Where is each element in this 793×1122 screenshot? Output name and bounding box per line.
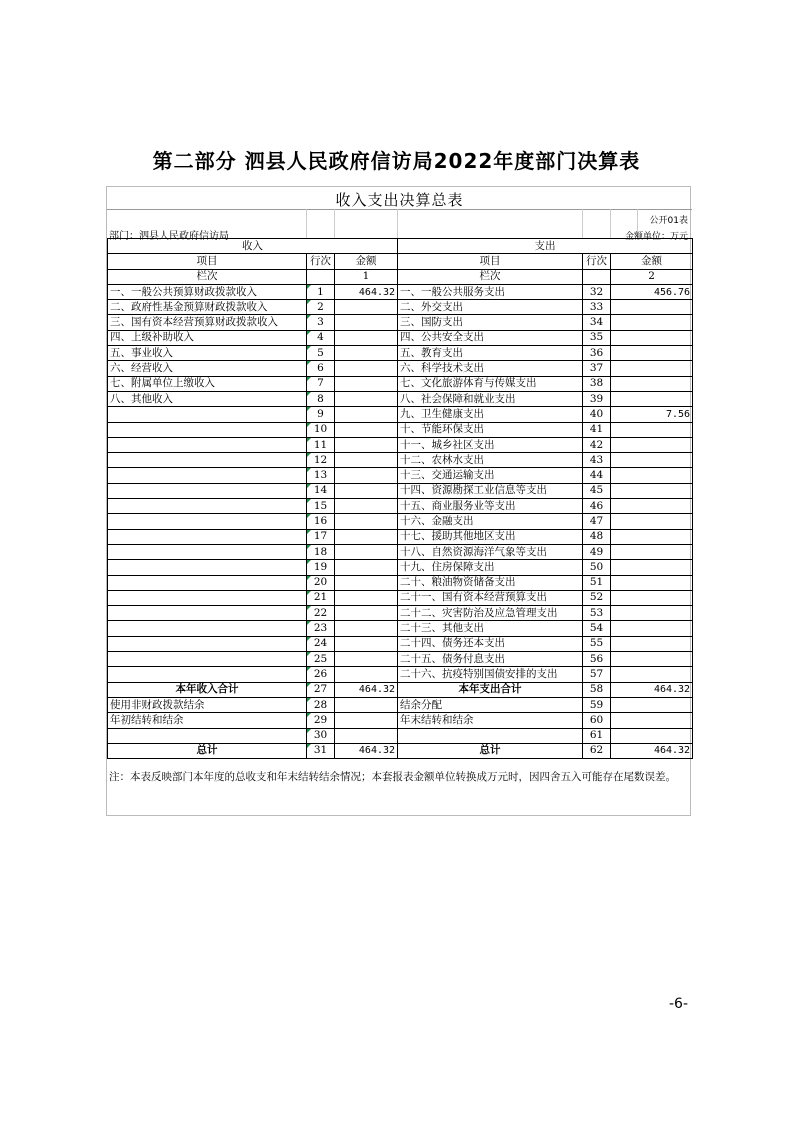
expense-item-cell: 一、一般公共服务支出: [398, 284, 583, 299]
table-row: [108, 284, 693, 299]
expense-amount-cell: [611, 529, 693, 544]
expense-amount-cell: [611, 315, 693, 330]
expense-amount-cell: [611, 361, 693, 376]
expense-row-number: 44: [583, 468, 611, 483]
income-amount-cell: 464.32: [335, 682, 398, 697]
expense-amount-cell: 464.32: [611, 743, 693, 758]
income-item-cell: 五、事业收入: [108, 346, 307, 361]
income-item-cell: [108, 575, 307, 590]
income-item-cell: 六、经营收入: [108, 361, 307, 376]
expense-item-cell: 十二、农林水支出: [398, 453, 583, 468]
income-item-cell: [108, 437, 307, 452]
table-code: 公开01表: [649, 216, 688, 226]
expense-column-number: 2: [611, 269, 693, 284]
income-item-cell: [108, 407, 307, 422]
income-item-cell: [108, 422, 307, 437]
expense-row-number: 43: [583, 453, 611, 468]
expense-row-number: 56: [583, 652, 611, 667]
income-row-number: 5: [307, 346, 335, 361]
expense-item-cell: 总计: [398, 743, 583, 758]
expense-column-label: 栏次: [398, 269, 583, 284]
expense-row-number: 60: [583, 713, 611, 728]
table-row: [108, 544, 693, 559]
table-row: [108, 667, 693, 682]
expense-header: 支出: [398, 239, 693, 254]
expense-amount-cell: [611, 300, 693, 315]
income-row-number: 12: [307, 453, 335, 468]
expense-amount-cell: [611, 713, 693, 728]
expense-amount-cell: [611, 391, 693, 406]
expense-row-number: 62: [583, 743, 611, 758]
income-item-cell: [108, 667, 307, 682]
expense-amount-cell: [611, 728, 693, 743]
income-row-number: 19: [307, 560, 335, 575]
expense-amount-cell: [611, 499, 693, 514]
expense-item-cell: 二十三、其他支出: [398, 621, 583, 636]
income-item-cell: [108, 453, 307, 468]
expense-row-number: 42: [583, 437, 611, 452]
expense-amount-cell: [611, 697, 693, 712]
expense-row-number: 33: [583, 300, 611, 315]
expense-amount-cell: [611, 575, 693, 590]
expense-row-number: 41: [583, 422, 611, 437]
expense-row-number: 59: [583, 697, 611, 712]
expense-amount-cell: 456.76: [611, 284, 693, 299]
page-number: -6-: [668, 996, 688, 1012]
income-amount-cell: [335, 422, 398, 437]
expense-row-number: 54: [583, 621, 611, 636]
income-amount-cell: [335, 529, 398, 544]
table-row: [108, 636, 693, 651]
expense-amount-cell: [611, 453, 693, 468]
income-row-number: 21: [307, 590, 335, 605]
income-item-header: 项目: [108, 254, 307, 269]
table-row: [108, 346, 693, 361]
expense-row-number: 32: [583, 284, 611, 299]
table-row: [108, 483, 693, 498]
income-amount-cell: [335, 407, 398, 422]
income-amount-cell: [335, 514, 398, 529]
income-amount-cell: [335, 575, 398, 590]
income-amount-cell: 464.32: [335, 743, 398, 758]
table-row: [108, 300, 693, 315]
expense-amount-cell: [611, 606, 693, 621]
expense-row-number: 61: [583, 728, 611, 743]
expense-row-number: 46: [583, 499, 611, 514]
income-column-label: 栏次: [108, 269, 307, 284]
table-row: [108, 621, 693, 636]
income-item-cell: [108, 499, 307, 514]
expense-row-number: 57: [583, 667, 611, 682]
expense-item-cell: 十五、商业服务业等支出: [398, 499, 583, 514]
expense-item-cell: 十九、住房保障支出: [398, 560, 583, 575]
income-row-number: 1: [307, 284, 335, 299]
income-item-cell: 一、一般公共预算财政拨款收入: [108, 284, 307, 299]
income-amount-cell: [335, 697, 398, 712]
expense-row-number: 45: [583, 483, 611, 498]
expense-amount-cell: [611, 652, 693, 667]
income-header: 收入: [108, 239, 398, 254]
expense-item-cell: 八、社会保障和就业支出: [398, 391, 583, 406]
income-item-cell: 四、上级补助收入: [108, 330, 307, 345]
income-amount-cell: [335, 544, 398, 559]
expense-amount-cell: [611, 346, 693, 361]
income-item-cell: [108, 468, 307, 483]
expense-item-cell: 二十五、债务付息支出: [398, 652, 583, 667]
expense-row-number: 47: [583, 514, 611, 529]
income-amount-cell: [335, 636, 398, 651]
income-amount-cell: [335, 621, 398, 636]
table-row: [108, 606, 693, 621]
expense-amount-cell: [611, 376, 693, 391]
income-amount-cell: [335, 346, 398, 361]
table-row: [108, 575, 693, 590]
income-amount-cell: [335, 453, 398, 468]
income-row-number: 10: [307, 422, 335, 437]
income-item-cell: 二、政府性基金预算财政拨款收入: [108, 300, 307, 315]
table-row: [108, 361, 693, 376]
income-item-cell: [108, 606, 307, 621]
income-item-cell: 七、附属单位上缴收入: [108, 376, 307, 391]
expense-row-number: 39: [583, 391, 611, 406]
table-row: [108, 529, 693, 544]
income-row-number: 11: [307, 437, 335, 452]
expense-item-cell: 十六、金融支出: [398, 514, 583, 529]
expense-item-cell: 十、节能环保支出: [398, 422, 583, 437]
expense-row-number: 55: [583, 636, 611, 651]
table-row: [108, 590, 693, 605]
expense-item-cell: 结余分配: [398, 697, 583, 712]
expense-row-number: 34: [583, 315, 611, 330]
income-row-number: 25: [307, 652, 335, 667]
income-amount-cell: [335, 300, 398, 315]
table-row: [108, 422, 693, 437]
footnote: 注：本表反映部门本年度的总收支和年末结转结余情况；本套报表金额单位转换成万元时，因四舍五入可能存在尾数误差。: [109, 771, 676, 783]
income-item-cell: [108, 544, 307, 559]
expense-item-cell: 二、外交支出: [398, 300, 583, 315]
expense-amount-cell: [611, 560, 693, 575]
expense-amount-cell: [611, 636, 693, 651]
expense-item-header: 项目: [398, 254, 583, 269]
unit-label: 金额单位：万元: [624, 232, 688, 242]
expense-amount-cell: [611, 468, 693, 483]
expense-amount-cell: [611, 422, 693, 437]
section-header-row: [108, 239, 693, 254]
income-item-cell: 三、国有资本经营预算财政拨款收入: [108, 315, 307, 330]
table-row: [108, 697, 693, 712]
income-amount-cell: [335, 437, 398, 452]
table-row: [108, 330, 693, 345]
income-amount-cell: [335, 483, 398, 498]
table-row: [108, 728, 693, 743]
expense-row-number: 51: [583, 575, 611, 590]
income-amount-header: 金额: [335, 254, 398, 269]
expense-item-cell: 十七、援助其他地区支出: [398, 529, 583, 544]
income-item-cell: 本年收入合计: [108, 682, 307, 697]
department-label: 部门：泗县人民政府信访局: [109, 231, 229, 242]
income-row-number: 26: [307, 667, 335, 682]
expense-item-cell: 九、卫生健康支出: [398, 407, 583, 422]
income-amount-cell: [335, 667, 398, 682]
report-title: 收入支出决算总表: [335, 191, 464, 209]
income-row-number: 7: [307, 376, 335, 391]
income-item-cell: [108, 636, 307, 651]
expense-row-number: 50: [583, 560, 611, 575]
expense-item-cell: 十八、自然资源海洋气象等支出: [398, 544, 583, 559]
table-row: [108, 391, 693, 406]
expense-amount-cell: [611, 437, 693, 452]
income-amount-cell: [335, 315, 398, 330]
table-row: [108, 514, 693, 529]
expense-item-cell: 十一、城乡社区支出: [398, 437, 583, 452]
income-row-number: 28: [307, 697, 335, 712]
table-row: [108, 437, 693, 452]
income-amount-cell: [335, 361, 398, 376]
expense-row-number: 48: [583, 529, 611, 544]
expense-item-cell: 三、国防支出: [398, 315, 583, 330]
expense-row-number: 35: [583, 330, 611, 345]
expense-amount-cell: [611, 590, 693, 605]
income-item-cell: [108, 621, 307, 636]
income-amount-cell: [335, 330, 398, 345]
expense-item-cell: 本年支出合计: [398, 682, 583, 697]
income-item-cell: [108, 483, 307, 498]
income-row-number: 24: [307, 636, 335, 651]
income-amount-cell: [335, 652, 398, 667]
expense-row-number: 36: [583, 346, 611, 361]
income-row-number: 20: [307, 575, 335, 590]
expense-amount-cell: [611, 667, 693, 682]
expense-row-number: 38: [583, 376, 611, 391]
income-row-number: 16: [307, 514, 335, 529]
expense-row-number: 52: [583, 590, 611, 605]
income-amount-cell: [335, 560, 398, 575]
income-row-number: 13: [307, 468, 335, 483]
income-row-number: 30: [307, 728, 335, 743]
income-item-cell: 年初结转和结余: [108, 713, 307, 728]
column-header-row: [108, 254, 693, 269]
table-row: [108, 652, 693, 667]
income-amount-cell: 464.32: [335, 284, 398, 299]
expense-row-number: 53: [583, 606, 611, 621]
expense-amount-cell: [611, 483, 693, 498]
total-row: [108, 682, 693, 697]
table-row: [108, 315, 693, 330]
expense-item-cell: 十四、资源勘探工业信息等支出: [398, 483, 583, 498]
expense-item-cell: 七、文化旅游体育与传媒支出: [398, 376, 583, 391]
expense-item-cell: 二十四、债务还本支出: [398, 636, 583, 651]
expense-amount-cell: [611, 621, 693, 636]
income-item-cell: [108, 728, 307, 743]
income-row-number: 23: [307, 621, 335, 636]
expense-row-number: 49: [583, 544, 611, 559]
expense-amount-cell: [611, 514, 693, 529]
expense-item-cell: 二十一、国有资本经营预算支出: [398, 590, 583, 605]
expense-row-number: 37: [583, 361, 611, 376]
table-row: [108, 376, 693, 391]
expense-item-cell: [398, 728, 583, 743]
income-amount-cell: [335, 499, 398, 514]
income-amount-cell: [335, 391, 398, 406]
expense-item-cell: 六、科学技术支出: [398, 361, 583, 376]
income-item-cell: 使用非财政拨款结余: [108, 697, 307, 712]
income-item-cell: 总计: [108, 743, 307, 758]
column-number-row: [108, 269, 693, 284]
income-row-number: 8: [307, 391, 335, 406]
expense-item-cell: 四、公共安全支出: [398, 330, 583, 345]
income-row-number: 4: [307, 330, 335, 345]
table-row: [108, 468, 693, 483]
table-row: [108, 560, 693, 575]
income-amount-cell: [335, 728, 398, 743]
report-table-container: [106, 186, 691, 816]
income-item-cell: [108, 590, 307, 605]
page-title: 第二部分 泗县人民政府信访局2022年度部门决算表: [152, 149, 641, 173]
income-row-number: 18: [307, 544, 335, 559]
income-amount-cell: [335, 590, 398, 605]
income-row-header: 行次: [307, 254, 335, 269]
expense-row-header: 行次: [583, 254, 611, 269]
expense-amount-cell: [611, 544, 693, 559]
table-row: [108, 407, 693, 422]
table-row: [108, 453, 693, 468]
expense-item-cell: 二十二、灾害防治及应急管理支出: [398, 606, 583, 621]
income-amount-cell: [335, 468, 398, 483]
income-row-number: 6: [307, 361, 335, 376]
income-item-cell: 八、其他收入: [108, 391, 307, 406]
income-amount-cell: [335, 606, 398, 621]
income-row-number: 17: [307, 529, 335, 544]
income-amount-cell: [335, 713, 398, 728]
expense-item-cell: 十三、交通运输支出: [398, 468, 583, 483]
income-row-number: 9: [307, 407, 335, 422]
income-item-cell: [108, 560, 307, 575]
income-row-number: 29: [307, 713, 335, 728]
income-row-number: 15: [307, 499, 335, 514]
expense-item-cell: 二十六、抗疫特别国债安排的支出: [398, 667, 583, 682]
expense-item-cell: 年末结转和结余: [398, 713, 583, 728]
income-column-number: 1: [335, 269, 398, 284]
income-row-number: 22: [307, 606, 335, 621]
income-amount-cell: [335, 376, 398, 391]
income-row-number: 3: [307, 315, 335, 330]
expense-item-cell: 二十、粮油物资储备支出: [398, 575, 583, 590]
expense-row-number: 58: [583, 682, 611, 697]
income-expense-table: [107, 238, 693, 759]
income-row-number: 2: [307, 300, 335, 315]
expense-row-number: 40: [583, 407, 611, 422]
income-item-cell: [108, 652, 307, 667]
expense-amount-header: 金额: [611, 254, 693, 269]
table-row: [108, 499, 693, 514]
expense-amount-cell: 464.32: [611, 682, 693, 697]
income-row-number: 14: [307, 483, 335, 498]
table-row: [108, 713, 693, 728]
income-item-cell: [108, 514, 307, 529]
expense-amount-cell: 7.56: [611, 407, 693, 422]
expense-item-cell: 五、教育支出: [398, 346, 583, 361]
income-item-cell: [108, 529, 307, 544]
income-row-number: 31: [307, 743, 335, 758]
expense-amount-cell: [611, 330, 693, 345]
income-row-number: 27: [307, 682, 335, 697]
total-row: [108, 743, 693, 758]
